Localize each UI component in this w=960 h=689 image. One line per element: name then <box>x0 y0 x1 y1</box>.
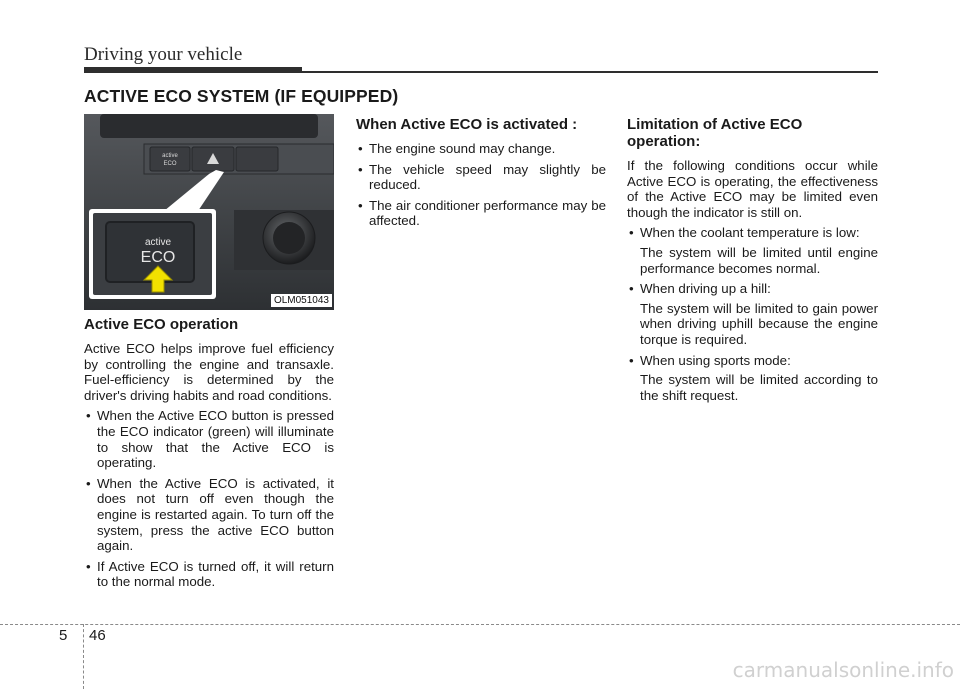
page-number: 46 <box>89 627 106 644</box>
list-item: • When the Active ECO button is pressed the ECO indicator (green) will illuminate to show that the Active ECO is operating. <box>84 408 334 470</box>
list-item: • The vehicle speed may slightly be reduced. <box>356 162 606 193</box>
list-item <box>627 281 878 347</box>
column-active-eco-operation <box>84 316 334 595</box>
column-limitations <box>627 116 878 408</box>
activated-bullet-list <box>356 141 606 229</box>
list-item: • The engine sound may change. <box>356 141 606 157</box>
condition-detail: The system will be limited according to the shift request. <box>640 372 878 403</box>
list-item: • The air conditioner performance may be affected. <box>356 198 606 229</box>
condition-text: When using sports mode: <box>640 352 791 368</box>
blank-button <box>236 147 278 171</box>
condition-text: When the coolant temperature is low: <box>640 225 860 241</box>
list-item <box>627 225 878 276</box>
column-when-activated <box>356 116 606 234</box>
large-eco-text-1: active <box>144 237 172 248</box>
heading-when-activated: When Active ECO is activated : <box>356 116 578 133</box>
list-item: • When the Active ECO is activated, it does not turn off even though the engine is restarted again. To turn off the system, press the active ECO button again. <box>84 476 334 554</box>
list-item <box>627 353 878 404</box>
page-header-title: Driving your vehicle <box>84 44 243 65</box>
footer-divider <box>83 624 84 689</box>
heading-active-eco-operation: Active ECO operation <box>84 316 239 333</box>
header-rule <box>84 71 878 73</box>
dashboard-figure <box>84 114 334 310</box>
chapter-number: 5 <box>59 627 68 644</box>
small-eco-button <box>150 147 190 171</box>
figure-label: OLM051043 <box>271 294 332 307</box>
limitations-list <box>627 225 878 403</box>
intro-paragraph: Active ECO helps improve fuel efficiency by controlling the engine and transaxle. Fuel-efficiency is determined by the driver's driving habits and road conditions. <box>84 341 334 403</box>
dashboard-illustration <box>84 114 334 310</box>
operation-bullet-list <box>84 408 334 590</box>
section-title: ACTIVE ECO SYSTEM (IF EQUIPPED) <box>84 86 399 106</box>
footer-rule <box>0 624 960 625</box>
condition-text: When driving up a hill: <box>640 281 771 297</box>
small-eco-text-2: ECO <box>163 161 177 167</box>
large-eco-text-2: ECO <box>140 249 176 266</box>
condition-detail: The system will be limited to gain power when driving uphill because the engine torque is required. <box>640 300 878 347</box>
small-eco-text-1: active <box>162 153 178 159</box>
list-item: • If Active ECO is turned off, it will return to the normal mode. <box>84 559 334 590</box>
watermark-text: carmanualsonline.info <box>732 658 954 682</box>
heading-limitations: Limitation of Active ECO operation: <box>627 116 803 150</box>
limitations-paragraph: If the following conditions occur while Active ECO is operating, the effectiveness of the Active ECO may be limited even though the indicator is still on. <box>627 158 878 220</box>
display-screen <box>100 114 318 138</box>
condition-detail: The system will be limited until engine performance becomes normal. <box>640 244 878 276</box>
knob-center <box>273 222 305 254</box>
